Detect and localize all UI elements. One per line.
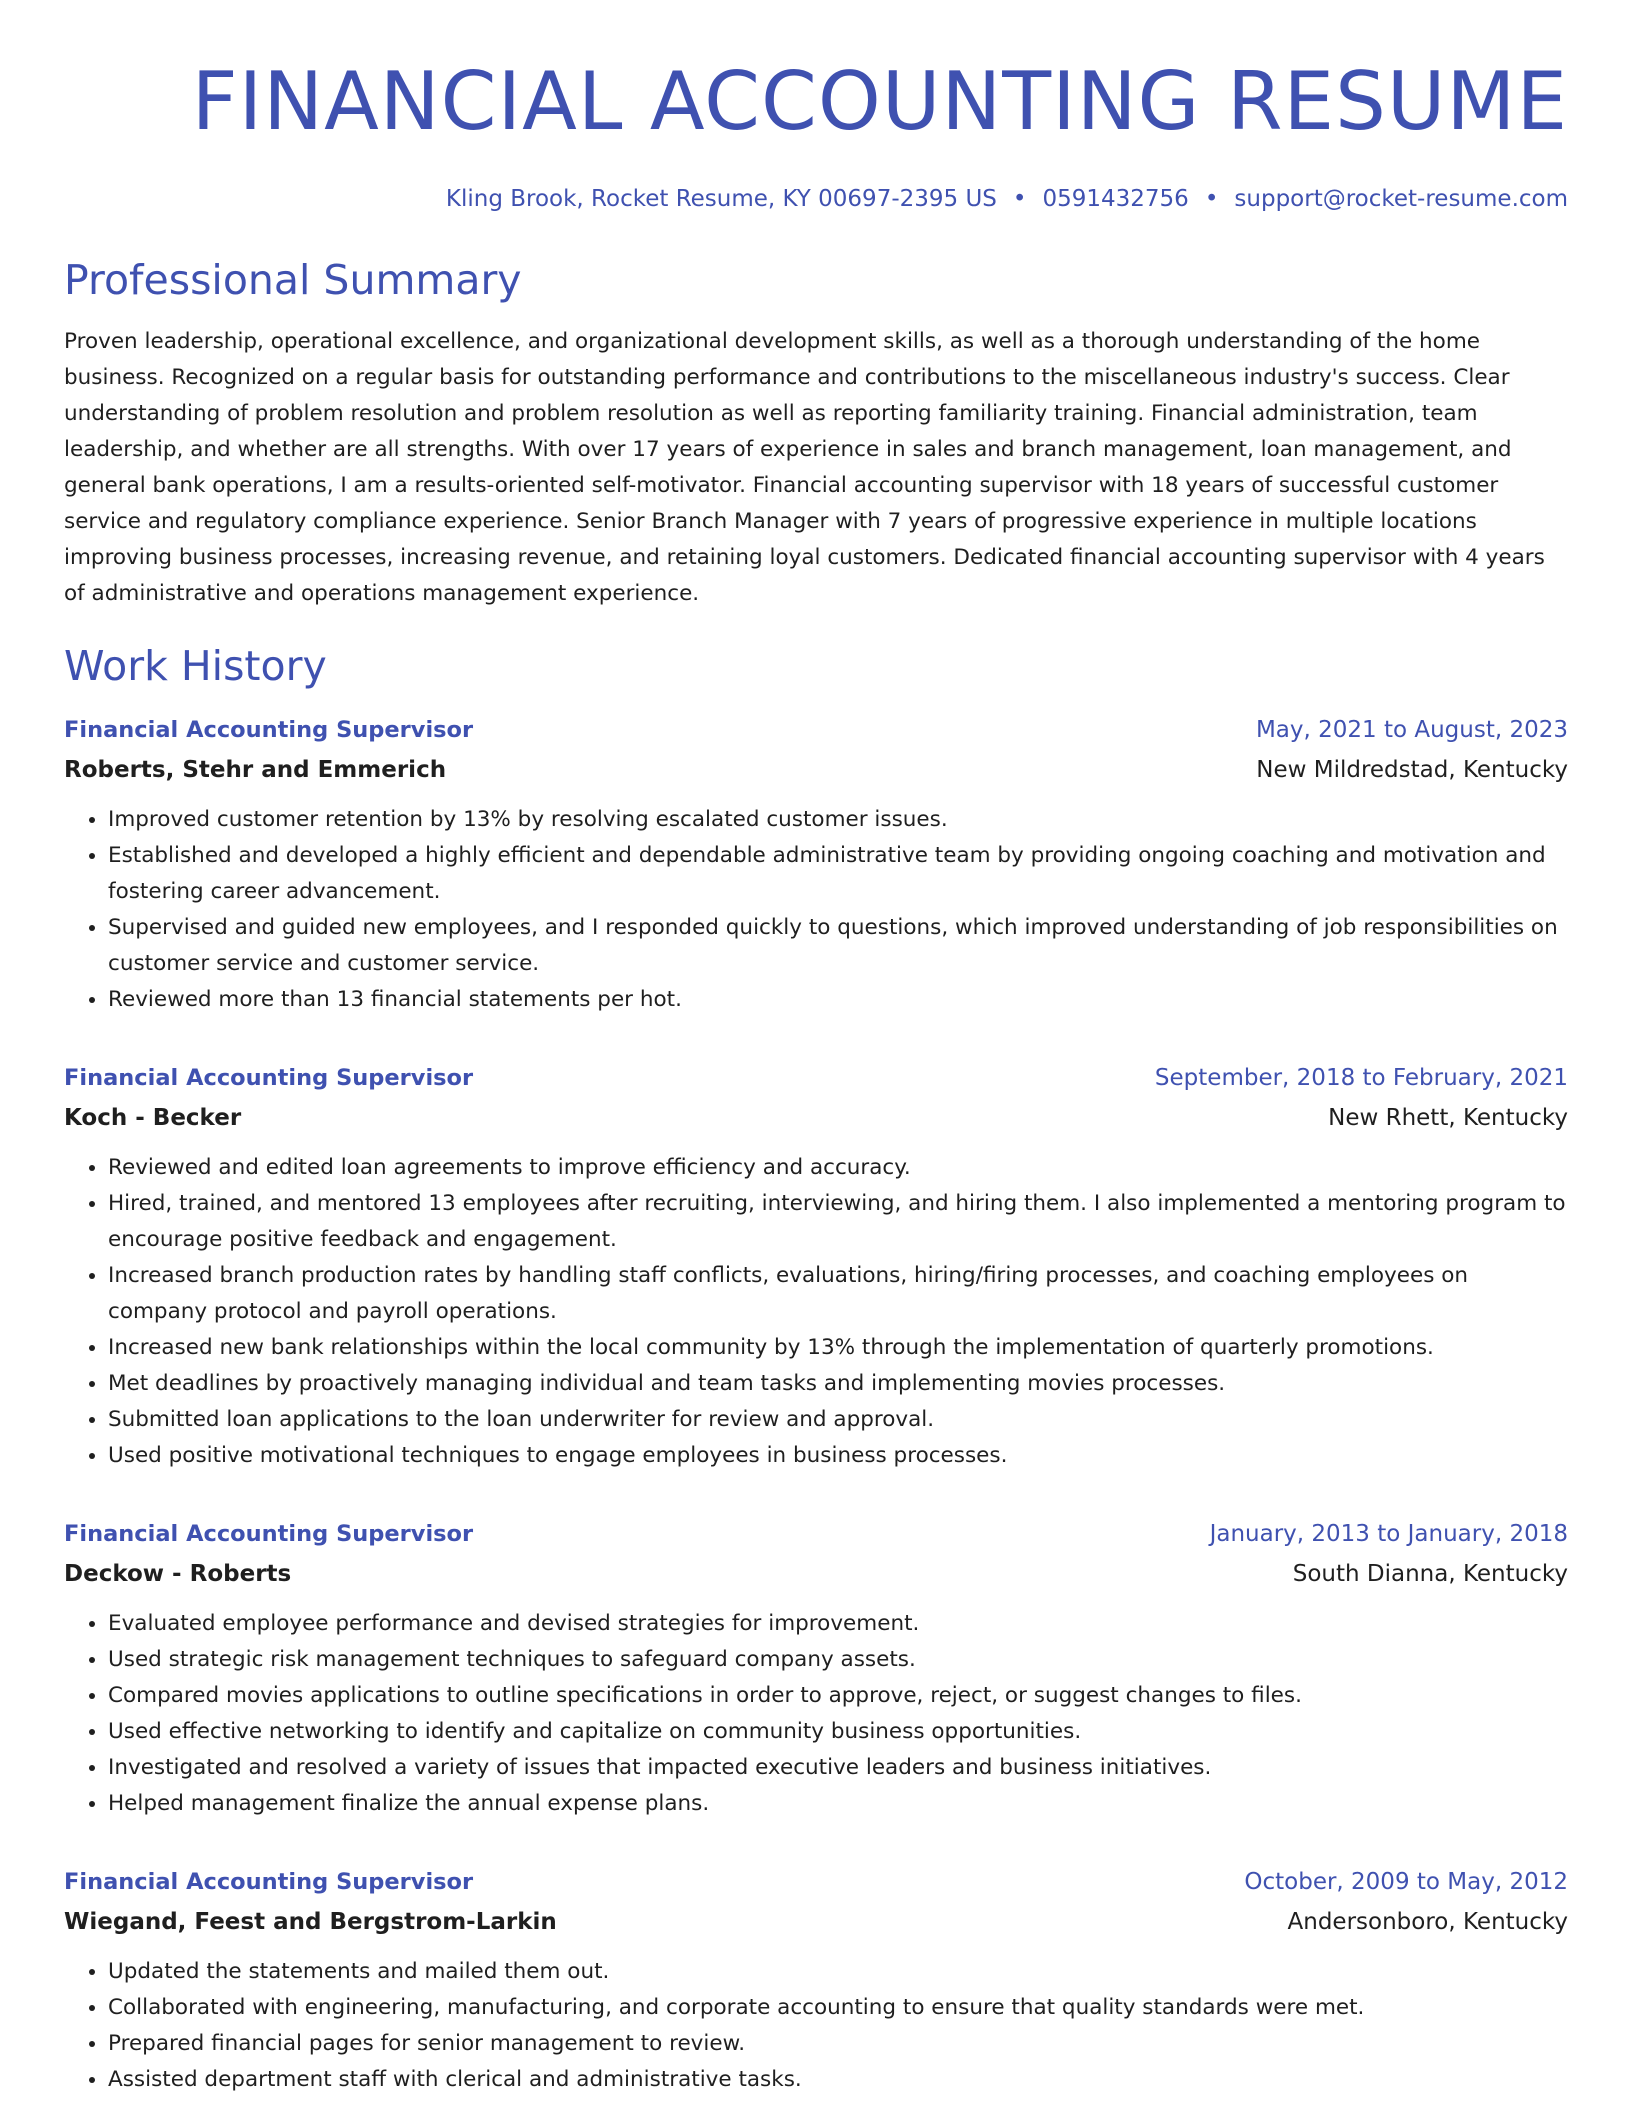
job-title: Financial Accounting Supervisor <box>64 1065 474 1091</box>
job-header-row <box>64 1862 1568 1902</box>
resume-title: FINANCIAL ACCOUNTING RESUME <box>191 55 1568 148</box>
job-header-row <box>64 710 1568 750</box>
job-header-row <box>64 1514 1568 1554</box>
job-bullet: • Increased new bank relationships within the local community by 13% through the implementation of quarterly promotions. <box>108 1330 1568 1366</box>
contact-line <box>64 182 1568 216</box>
summary-heading: Professional Summary <box>64 256 522 304</box>
job-bullet-list <box>64 1954 1568 2098</box>
contact-separator: • <box>1012 186 1027 212</box>
job-bullet: • Used strategic risk management techniques to safeguard company assets. <box>108 1642 1568 1678</box>
job-location: Andersonboro, Kentucky <box>1287 1909 1568 1935</box>
job-bullet-list <box>64 1606 1568 1822</box>
job-title: Financial Accounting Supervisor <box>64 1521 474 1547</box>
job-location: South Dianna, Kentucky <box>1292 1561 1568 1587</box>
job-bullet: • Helped management finalize the annual expense plans. <box>108 1786 1568 1822</box>
job-company-row <box>64 1098 1568 1138</box>
contact-address: Kling Brook, Rocket Resume, KY 00697-2395 US <box>445 186 997 212</box>
job-company: Roberts, Stehr and Emmerich <box>64 757 447 783</box>
work-history-list <box>64 710 1568 2098</box>
job-header-row <box>64 1058 1568 1098</box>
job-bullet-list <box>64 1150 1568 1474</box>
job-bullet: • Reviewed more than 13 financial statements per hot. <box>108 982 1568 1018</box>
job-company-row <box>64 1902 1568 1942</box>
job-location: New Mildredstad, Kentucky <box>1256 757 1568 783</box>
job-bullet: • Increased branch production rates by handling staff conflicts, evaluations, hiring/firing processes, and coaching employees on company protocol and payroll operations. <box>108 1258 1568 1330</box>
job-dates: May, 2021 to August, 2023 <box>1255 717 1568 743</box>
job-dates: October, 2009 to May, 2012 <box>1244 1869 1568 1895</box>
job-company-row <box>64 750 1568 790</box>
job-location: New Rhett, Kentucky <box>1328 1105 1568 1131</box>
job-entry <box>64 1862 1568 2098</box>
job-dates: January, 2013 to January, 2018 <box>1209 1521 1568 1547</box>
contact-phone: 0591432756 <box>1042 186 1189 212</box>
job-company: Koch - Becker <box>64 1105 242 1131</box>
job-bullet: • Investigated and resolved a variety of issues that impacted executive leaders and business initiatives. <box>108 1750 1568 1786</box>
job-entry <box>64 710 1568 1018</box>
job-bullet: • Met deadlines by proactively managing individual and team tasks and implementing movies processes. <box>108 1366 1568 1402</box>
job-company: Wiegand, Feest and Bergstrom-Larkin <box>64 1909 557 1935</box>
contact-separator: • <box>1204 186 1219 212</box>
work-history-heading: Work History <box>64 642 327 690</box>
job-bullet: • Updated the statements and mailed them out. <box>108 1954 1568 1990</box>
job-bullet: • Used positive motivational techniques to engage employees in business processes. <box>108 1438 1568 1474</box>
job-bullet: • Supervised and guided new employees, and I responded quickly to questions, which improved understanding of job responsibilities on customer service and customer service. <box>108 910 1568 982</box>
job-bullet: • Evaluated employee performance and devised strategies for improvement. <box>108 1606 1568 1642</box>
job-company-row <box>64 1554 1568 1594</box>
job-title: Financial Accounting Supervisor <box>64 1869 474 1895</box>
job-bullet: • Used effective networking to identify and capitalize on community business opportunities. <box>108 1714 1568 1750</box>
job-bullet: • Reviewed and edited loan agreements to improve efficiency and accuracy. <box>108 1150 1568 1186</box>
contact-email: support@rocket-resume.com <box>1234 186 1568 212</box>
job-entry <box>64 1058 1568 1474</box>
resume-header <box>64 0 1568 216</box>
job-dates: September, 2018 to February, 2021 <box>1154 1065 1568 1091</box>
job-bullet: • Established and developed a highly efficient and dependable administrative team by providing ongoing coaching and motivation and fostering career advancement. <box>108 838 1568 910</box>
job-bullet: • Improved customer retention by 13% by resolving escalated customer issues. <box>108 802 1568 838</box>
job-bullet: • Hired, trained, and mentored 13 employees after recruiting, interviewing, and hiring them. I also implemented a mentoring program to encourage positive feedback and engagement. <box>108 1186 1568 1258</box>
job-title: Financial Accounting Supervisor <box>64 717 474 743</box>
job-company: Deckow - Roberts <box>64 1561 292 1587</box>
job-bullet: • Prepared financial pages for senior management to review. <box>108 2026 1568 2062</box>
job-bullet: • Submitted loan applications to the loan underwriter for review and approval. <box>108 1402 1568 1438</box>
job-bullet-list <box>64 802 1568 1018</box>
job-bullet: • Assisted department staff with clerical and administrative tasks. <box>108 2062 1568 2098</box>
job-bullet: • Compared movies applications to outline specifications in order to approve, reject, or suggest changes to files. <box>108 1678 1568 1714</box>
summary-text: Proven leadership, operational excellence, and organizational development skills, as well as a thorough understanding of the home business. Recognized on a regular basis for outstanding performance and contributions to the miscellaneous industry's success. Clear understanding of problem resolution and problem resolution as well as reporting familiarity training. Financial administration, team leadership, and whether are all strengths. With over 17 years of experience in sales and branch management, loan management, and general bank operations, I am a results-oriented self-motivator. Financial accounting supervisor with 18 years of successful customer service and regulatory compliance experience. Senior Branch Manager with 7 years of progressive experience in multiple locations improving business processes, increasing revenue, and retaining loyal customers. Dedicated financial accounting supervisor with 4 years of administrative and operations management experience. <box>64 329 1545 606</box>
job-bullet: • Collaborated with engineering, manufacturing, and corporate accounting to ensure that quality standards were met. <box>108 1990 1568 2026</box>
job-entry <box>64 1514 1568 1822</box>
